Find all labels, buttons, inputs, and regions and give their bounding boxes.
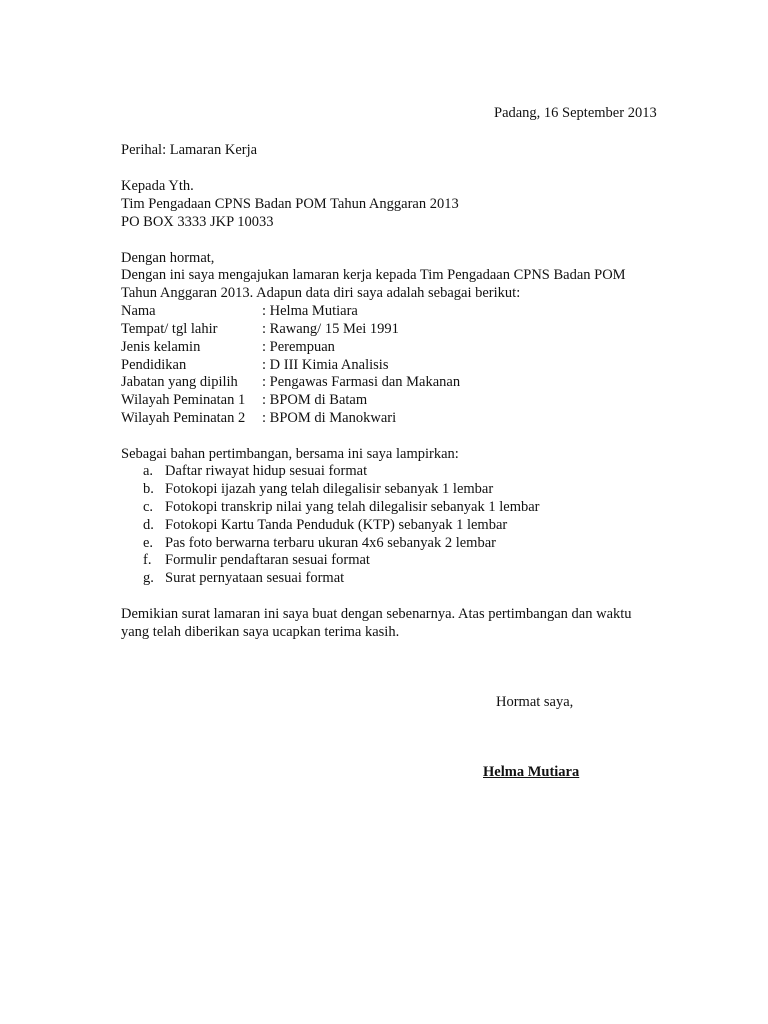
recipient-line-2: Tim Pengadaan CPNS Badan POM Tahun Anggaran 2013 (121, 196, 459, 212)
attachment-letter: f. (143, 552, 152, 568)
intro-line-1: Dengan ini saya mengajukan lamaran kerja kepada Tim Pengadaan CPNS Badan POM (121, 267, 626, 283)
intro-line-2: Tahun Anggaran 2013. Adapun data diri saya adalah sebagai berikut: (121, 285, 521, 301)
attachment-item (143, 534, 496, 552)
field-row-region-2 (121, 409, 396, 427)
attachments-intro: Sebagai bahan pertimbangan, bersama ini saya lampirkan: (121, 446, 459, 462)
field-value: : BPOM di Manokwari (262, 410, 397, 426)
field-label: Wilayah Peminatan 2 (121, 410, 246, 426)
field-label: Jabatan yang dipilih (121, 374, 238, 390)
closing-paragraph-line-1: Demikian surat lamaran ini saya buat dengan sebenarnya. Atas pertimbangan dan waktu (121, 606, 632, 622)
attachment-item (143, 462, 367, 480)
field-value: : Perempuan (262, 339, 335, 355)
field-row-name (121, 302, 358, 320)
field-row-birth (121, 320, 399, 338)
attachment-letter: a. (143, 463, 154, 479)
attachment-item (143, 516, 507, 534)
attachment-item (143, 480, 493, 498)
field-value: : BPOM di Batam (262, 392, 368, 408)
field-row-region-1 (121, 391, 367, 409)
attachment-letter: b. (143, 481, 154, 497)
attachment-text: Fotokopi ijazah yang telah dilegalisir sebanyak 1 lembar (165, 481, 494, 497)
attachment-item (143, 569, 344, 587)
attachment-text: Daftar riwayat hidup sesuai format (165, 463, 368, 479)
recipient-line-1: Kepada Yth. (121, 178, 194, 194)
field-value: : D III Kimia Analisis (262, 357, 389, 373)
field-label: Tempat/ tgl lahir (121, 321, 218, 337)
field-row-education (121, 356, 388, 374)
field-label: Nama (121, 303, 156, 319)
closing-paragraph-line-2: yang telah diberikan saya ucapkan terima kasih. (121, 624, 400, 640)
field-value: : Helma Mutiara (262, 303, 358, 319)
attachment-text: Fotokopi Kartu Tanda Penduduk (KTP) sebanyak 1 lembar (165, 517, 508, 533)
field-label: Pendidikan (121, 357, 187, 373)
signer-name: Helma Mutiara (483, 764, 580, 780)
field-value: : Rawang/ 15 Mei 1991 (262, 321, 399, 337)
attachment-text: Fotokopi transkrip nilai yang telah dilegalisir sebanyak 1 lembar (165, 499, 540, 515)
field-value: : Pengawas Farmasi dan Makanan (262, 374, 461, 390)
attachment-item (143, 498, 540, 516)
place-date: Padang, 16 September 2013 (494, 105, 657, 121)
attachment-letter: c. (143, 499, 154, 515)
attachment-letter: e. (143, 535, 154, 551)
attachment-letter: g. (143, 570, 154, 586)
attachment-text: Pas foto berwarna terbaru ukuran 4x6 sebanyak 2 lembar (165, 535, 496, 551)
closing-salutation: Hormat saya, (496, 694, 574, 710)
field-label: Jenis kelamin (121, 339, 201, 355)
subject-line: Perihal: Lamaran Kerja (121, 142, 258, 158)
recipient-line-3: PO BOX 3333 JKP 10033 (121, 214, 274, 230)
greeting: Dengan hormat, (121, 250, 215, 266)
attachment-text: Surat pernyataan sesuai format (165, 570, 345, 586)
attachment-item (143, 551, 370, 569)
field-row-position (121, 373, 460, 391)
field-row-gender (121, 338, 335, 356)
attachment-text: Formulir pendaftaran sesuai format (165, 552, 370, 568)
attachment-letter: d. (143, 517, 154, 533)
field-label: Wilayah Peminatan 1 (121, 392, 246, 408)
